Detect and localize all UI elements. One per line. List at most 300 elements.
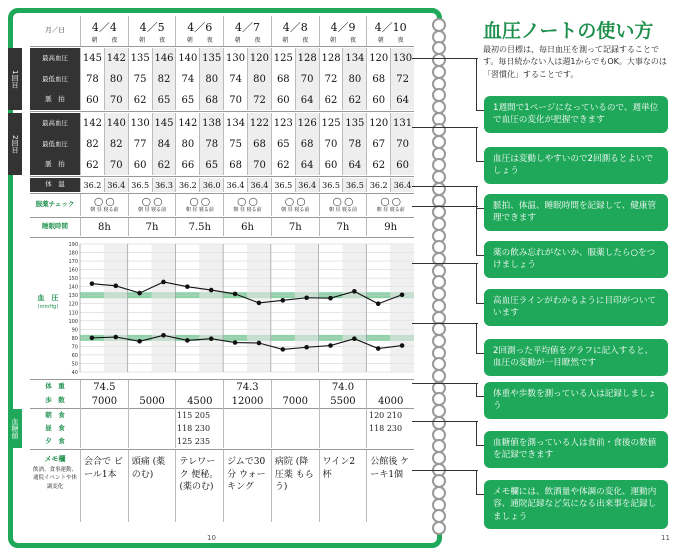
tick-label: 40: [71, 370, 78, 376]
value-cell: 4000: [366, 394, 414, 408]
value-cell: 36.5: [271, 178, 295, 192]
leader-tip: [476, 208, 484, 209]
value-cell: 65: [271, 134, 295, 155]
memo-label: メモ欄: [44, 455, 66, 463]
value-cell: 68: [199, 90, 223, 110]
data-point: [209, 288, 214, 293]
value-cell: 7h: [128, 218, 176, 236]
second-low-row: [30, 134, 414, 155]
value-cell: 70: [104, 155, 128, 175]
sugar-col-3: [177, 409, 225, 448]
value-cell: 36.5: [128, 178, 152, 192]
date-cell: [175, 16, 223, 46]
value-cell: 5000: [128, 394, 176, 408]
value-cell: 120: [366, 48, 390, 69]
value-cell: 66: [175, 155, 199, 175]
memo-row: [30, 450, 414, 522]
date-cell: [366, 16, 414, 46]
date-value: 4／10: [374, 20, 407, 34]
value-cell: 60: [271, 90, 295, 110]
value-cell: 36.5: [342, 178, 366, 192]
night-column-shade: [199, 244, 223, 372]
leader-connector: [476, 323, 477, 354]
night-label: 夜: [159, 36, 166, 44]
value-cell: 64: [295, 90, 319, 110]
data-point: [113, 335, 118, 340]
data-point: [352, 289, 357, 294]
leader-line: [412, 323, 478, 324]
value-cell: 135: [342, 113, 366, 134]
sleep-label: 睡眠時間: [42, 222, 68, 231]
value-cell: 36.5: [319, 178, 343, 192]
header-row: [30, 16, 414, 46]
value-cell: 80: [247, 69, 271, 90]
callout-box: 体重や歩数を測っている人は記録しましょう: [484, 382, 668, 419]
tick-label: 150: [68, 276, 78, 283]
data-point: [280, 298, 285, 303]
value-cell: 36.2: [366, 178, 390, 192]
meds-cell: [223, 194, 271, 216]
tick-label: 70: [71, 344, 78, 351]
memo-entry: 頭痛 (薬のむ): [128, 450, 176, 522]
value-cell: 72: [319, 69, 343, 90]
morning-label: 朝: [329, 36, 336, 44]
value-cell: 126: [295, 113, 319, 134]
page-number-left: 10: [207, 534, 216, 542]
leader-connector: [476, 421, 477, 446]
morning-night-label: [187, 35, 213, 44]
value-cell: 78: [342, 134, 366, 155]
value-cell: 75: [128, 69, 152, 90]
night-column-shade: [104, 244, 128, 372]
morning-label: 朝: [91, 36, 98, 44]
first-high-row: [30, 48, 414, 69]
data-point: [280, 347, 285, 352]
leader-tip: [476, 255, 484, 256]
first-measure-tag: 1回目: [8, 48, 22, 110]
date-cell: [128, 16, 176, 46]
value-cell: 135: [199, 48, 223, 69]
value-cell: 62: [152, 155, 176, 175]
data-point: [113, 284, 118, 289]
value-cell: 78: [199, 134, 223, 155]
leader-tip: [476, 396, 484, 397]
data-point: [233, 292, 238, 297]
value-cell: 7000: [80, 394, 128, 408]
high-bp-label-2: 最高血圧: [30, 113, 80, 134]
data-point: [376, 346, 381, 351]
value-cell: 145: [152, 113, 176, 134]
lunch-label: 昼 食: [45, 423, 65, 432]
night-column-shade: [247, 244, 271, 372]
data-point: [376, 301, 381, 306]
date-cell: [80, 16, 128, 46]
meds-cell: [175, 194, 223, 216]
leader-connector: [476, 127, 477, 162]
value-cell: 142: [80, 113, 104, 134]
value-cell: 138: [199, 113, 223, 134]
value-cell: 64: [295, 155, 319, 175]
date-value: 4／8: [282, 20, 308, 34]
low-bp-label-2: 最低血圧: [30, 134, 80, 155]
value-cell: 70: [295, 69, 319, 90]
sugar-value: 125 235: [177, 437, 211, 446]
value-cell: 145: [80, 48, 104, 69]
pulse-label-2: 脈 拍: [30, 155, 80, 175]
data-point: [233, 340, 238, 345]
sugar-value: 118 230: [369, 424, 403, 433]
meds-cell: [128, 194, 176, 216]
value-cell: 125: [271, 48, 295, 69]
leader-tip: [476, 110, 484, 111]
callout-box: 高血圧ラインがわかるように目印がついています: [484, 289, 668, 326]
leader-line: [412, 263, 478, 264]
value-cell: 7.5h: [175, 218, 223, 236]
memo-entry: ジムで30分 ウォーキング: [223, 450, 271, 522]
record-table: [11, 16, 414, 522]
leader-line: [412, 383, 478, 384]
meds-cell: [366, 194, 414, 216]
value-cell: 60: [80, 90, 104, 110]
value-cell: 74.3: [223, 380, 271, 394]
med-circles-icon: ◯ ◯: [141, 197, 163, 206]
steps-row: [30, 394, 414, 408]
value-cell: 60: [319, 155, 343, 175]
value-cell: 82: [152, 69, 176, 90]
leader-tip: [476, 494, 484, 495]
chart-axis-title: 血 圧: [37, 294, 59, 302]
value-cell: 36.4: [104, 178, 128, 192]
page-title: 血圧ノートの使い方: [483, 20, 654, 42]
leader-line: [412, 470, 478, 471]
leader-connector: [476, 206, 477, 256]
night-label: 夜: [302, 36, 309, 44]
value-cell: 62: [366, 155, 390, 175]
tick-label: 60: [71, 352, 78, 359]
dinner-label: 夕 食: [45, 436, 65, 445]
leader-tip: [476, 161, 484, 162]
leader-tip: [476, 303, 484, 304]
steps-label: 歩 数: [45, 396, 65, 405]
pulse-label: 脈 拍: [30, 90, 80, 110]
second-pulse-row: [30, 155, 414, 175]
data-point: [90, 336, 95, 341]
value-cell: 36.0: [199, 178, 223, 192]
date-value: 4／9: [330, 20, 356, 34]
morning-label: 朝: [377, 36, 384, 44]
data-point: [257, 341, 262, 346]
value-cell: 77: [128, 134, 152, 155]
meds-label: 服薬チェック: [35, 200, 75, 209]
value-cell: 84: [152, 134, 176, 155]
med-circles-icon: ◯ ◯: [237, 197, 258, 206]
value-cell: 7h: [319, 218, 367, 236]
data-point: [328, 343, 333, 348]
data-point: [304, 295, 309, 300]
memo-entry: 会合で ビール1本: [80, 450, 128, 522]
value-cell: 7h: [271, 218, 319, 236]
tick-label: 80: [71, 335, 78, 342]
value-cell: 5500: [319, 394, 367, 408]
sugar-col-7: [369, 409, 415, 435]
data-point: [328, 296, 333, 301]
value-cell: 80: [199, 69, 223, 90]
med-circles-icon: ◯ ◯: [332, 197, 354, 206]
value-cell: 130: [223, 48, 247, 69]
value-cell: 60: [390, 155, 414, 175]
value-cell: 65: [152, 90, 176, 110]
ring-icon: [432, 521, 446, 535]
value-cell: 82: [104, 134, 128, 155]
value-cell: 82: [80, 134, 104, 155]
leader-connector: [476, 263, 477, 304]
data-point: [400, 292, 405, 297]
night-label: 夜: [206, 36, 213, 44]
memo-entry: ワイン2杯: [319, 450, 367, 522]
value-cell: 72: [247, 90, 271, 110]
breakfast-label: 朝 食: [45, 410, 65, 419]
value-cell: 125: [319, 113, 343, 134]
tick-label: 90: [71, 327, 78, 334]
med-options: 朝 昼 寝る前: [281, 207, 310, 213]
page-number-right: 11: [661, 534, 670, 542]
value-cell: 36.4: [223, 178, 247, 192]
leader-connector: [476, 470, 477, 495]
value-cell: 70: [319, 134, 343, 155]
memo-entry: 公館後 ケーキ1個: [366, 450, 414, 522]
sugar-tag: 血糖値: [8, 409, 22, 448]
morning-night-label: [378, 35, 404, 44]
tick-label: 120: [68, 301, 78, 308]
value-cell: 75: [223, 134, 247, 155]
value-cell: 135: [128, 48, 152, 69]
data-point: [209, 336, 214, 341]
leader-line: [412, 127, 478, 128]
sugar-value: 115 205: [177, 411, 211, 420]
data-point: [352, 336, 357, 341]
value-cell: 68: [223, 155, 247, 175]
night-column-shade: [390, 244, 414, 372]
memo-entry: 病院 (降圧薬 もらう): [271, 450, 319, 522]
value-cell: 68: [295, 134, 319, 155]
date-value: 4／5: [139, 20, 165, 34]
med-options: 朝 昼 寝る前: [328, 207, 358, 213]
weight-row: [30, 380, 414, 394]
value-cell: 12000: [223, 394, 271, 408]
med-circles-icon: ◯ ◯: [94, 197, 115, 206]
night-column-shade: [342, 244, 366, 372]
callout-box: 脈拍、体温、睡眠時間を記録して、健康管理できます: [484, 194, 668, 231]
value-cell: 128: [319, 48, 343, 69]
value-cell: 64: [390, 90, 414, 110]
callout-box: 血圧は変動しやすいので2回測るとよいでしょう: [484, 147, 668, 184]
value-cell: 64: [342, 155, 366, 175]
value-cell: 67: [366, 134, 390, 155]
value-cell: 131: [390, 113, 414, 134]
value-cell: 120: [366, 113, 390, 134]
date-cell: [271, 16, 319, 46]
leader-line: [412, 186, 478, 187]
tick-label: 110: [68, 310, 78, 317]
value-cell: 140: [104, 113, 128, 134]
night-label: 夜: [397, 36, 404, 44]
leader-tip: [476, 353, 484, 354]
sugar-value: 120 210: [369, 411, 403, 420]
first-pulse-row: [30, 90, 414, 110]
value-cell: 146: [152, 48, 176, 69]
value-cell: 123: [271, 113, 295, 134]
tick-label: 170: [68, 259, 78, 266]
value-cell: 36.4: [295, 178, 319, 192]
date-cell: [223, 16, 271, 46]
date-value: 4／6: [187, 20, 213, 34]
data-point: [137, 339, 142, 344]
first-low-row: [30, 69, 414, 90]
value-cell: 70: [390, 134, 414, 155]
value-cell: 130: [390, 48, 414, 69]
value-cell: 74: [223, 69, 247, 90]
leader-line: [412, 58, 478, 59]
night-label: 夜: [254, 36, 261, 44]
value-cell: 72: [390, 69, 414, 90]
intro-text: 最初の目標は、毎日血圧を測って記録することです。毎日続かない人は週1からでもOK。大事なのは「習慣化」することです。: [483, 45, 667, 79]
temp-label: 体 温: [30, 178, 80, 192]
value-cell: 128: [295, 48, 319, 69]
sugar-value: 118 230: [177, 424, 211, 433]
bp-chart-svg: [30, 238, 414, 378]
date-cell: [319, 16, 367, 46]
med-options: 朝 昼 寝る前: [376, 207, 405, 213]
sleep-row: [30, 218, 414, 236]
tick-label: 100: [68, 318, 78, 325]
callout-box: 2回測った平均値をグラフに記入すると、血圧の変動が一目瞭然です: [484, 339, 668, 376]
value-cell: 74.0: [319, 380, 367, 394]
med-options: 朝 昼 寝る前: [233, 207, 262, 213]
morning-night-label: [139, 35, 165, 44]
value-cell: 62: [128, 90, 152, 110]
value-cell: 80: [175, 134, 199, 155]
low-bp-label: 最低血圧: [30, 69, 80, 90]
med-options: 朝 昼 寝る前: [185, 207, 214, 213]
data-point: [137, 291, 142, 296]
value-cell: 68: [271, 69, 295, 90]
callout-box: 1週間で1ページになっているので、週単位で血圧の変化が把握できます: [484, 96, 668, 133]
value-cell: 122: [247, 113, 271, 134]
bp-chart: [30, 238, 414, 378]
morning-night-label: [330, 35, 356, 44]
callout-box: メモ欄には、飲酒量や体調の変化、運動内容、通院記録など気になる出来事を記録しましょう: [484, 480, 668, 529]
leader-connector: [476, 58, 477, 111]
value-cell: 78: [80, 69, 104, 90]
data-point: [257, 301, 262, 306]
value-cell: 62: [80, 155, 104, 175]
night-column-shade: [295, 244, 319, 372]
morning-label: 朝: [139, 36, 146, 44]
value-cell: 62: [271, 155, 295, 175]
night-column-shade: [152, 244, 176, 372]
value-cell: 80: [104, 69, 128, 90]
med-options: 朝 昼 寝る前: [137, 207, 167, 213]
value-cell: 130: [128, 113, 152, 134]
meds-cell: [80, 194, 128, 216]
high-bp-label: 最高血圧: [30, 48, 80, 69]
weight-label: 体 重: [45, 382, 65, 391]
value-cell: 62: [319, 90, 343, 110]
value-cell: 60: [128, 155, 152, 175]
leader-connector: [476, 383, 477, 397]
value-cell: 140: [175, 48, 199, 69]
med-circles-icon: ◯ ◯: [380, 197, 401, 206]
morning-label: 朝: [282, 36, 289, 44]
meds-cell: [319, 194, 367, 216]
meds-cell: [271, 194, 319, 216]
night-label: 夜: [111, 36, 118, 44]
value-cell: 68: [366, 69, 390, 90]
med-circles-icon: ◯ ◯: [285, 197, 306, 206]
value-cell: 142: [175, 113, 199, 134]
value-cell: 65: [175, 90, 199, 110]
memo-hint: 飲酒、食事運動、通院イベントや体調変化: [32, 467, 77, 490]
chart-unit: (mmHg): [37, 304, 59, 310]
second-measure-tag: 2回目: [8, 113, 22, 175]
value-cell: 7000: [271, 394, 319, 408]
date-label: 月／日: [45, 26, 65, 35]
tick-label: 130: [68, 293, 78, 300]
date-value: 4／4: [91, 20, 117, 34]
value-cell: [175, 380, 223, 394]
tick-label: 160: [68, 267, 78, 274]
value-cell: 36.3: [152, 178, 176, 192]
value-cell: [128, 380, 176, 394]
leader-tip: [476, 445, 484, 446]
value-cell: 80: [342, 69, 366, 90]
value-cell: 70: [223, 90, 247, 110]
value-cell: 70: [104, 90, 128, 110]
med-circles-icon: ◯ ◯: [189, 197, 211, 206]
value-cell: 74: [175, 69, 199, 90]
morning-night-label: [235, 35, 261, 44]
tick-label: 50: [71, 361, 78, 368]
value-cell: 36.4: [247, 178, 271, 192]
value-cell: 62: [342, 90, 366, 110]
data-point: [161, 280, 166, 285]
value-cell: 70: [247, 155, 271, 175]
callout-box: 血糖値を測っている人は食前・食後の数値を記録できます: [484, 431, 668, 468]
morning-night-label: [282, 35, 308, 44]
morning-label: 朝: [234, 36, 241, 44]
data-point: [90, 281, 95, 286]
value-cell: 142: [104, 48, 128, 69]
date-value: 4／7: [235, 20, 261, 34]
data-point: [161, 333, 166, 338]
data-point: [304, 345, 309, 350]
value-cell: 60: [366, 90, 390, 110]
tick-label: 140: [68, 284, 78, 291]
tick-label: 180: [68, 250, 78, 257]
night-label: 夜: [349, 36, 356, 44]
value-cell: 8h: [80, 218, 128, 236]
temp-row: [30, 178, 414, 192]
value-cell: 68: [247, 134, 271, 155]
value-cell: 36.2: [175, 178, 199, 192]
value-cell: [366, 380, 414, 394]
value-cell: 4500: [175, 394, 223, 408]
memo-entry: テレワーク 便秘。 (薬のむ): [175, 450, 223, 522]
value-cell: 65: [199, 155, 223, 175]
leader-line: [412, 206, 478, 207]
value-cell: 74.5: [80, 380, 128, 394]
med-options: 朝 昼 寝る前: [90, 207, 119, 213]
